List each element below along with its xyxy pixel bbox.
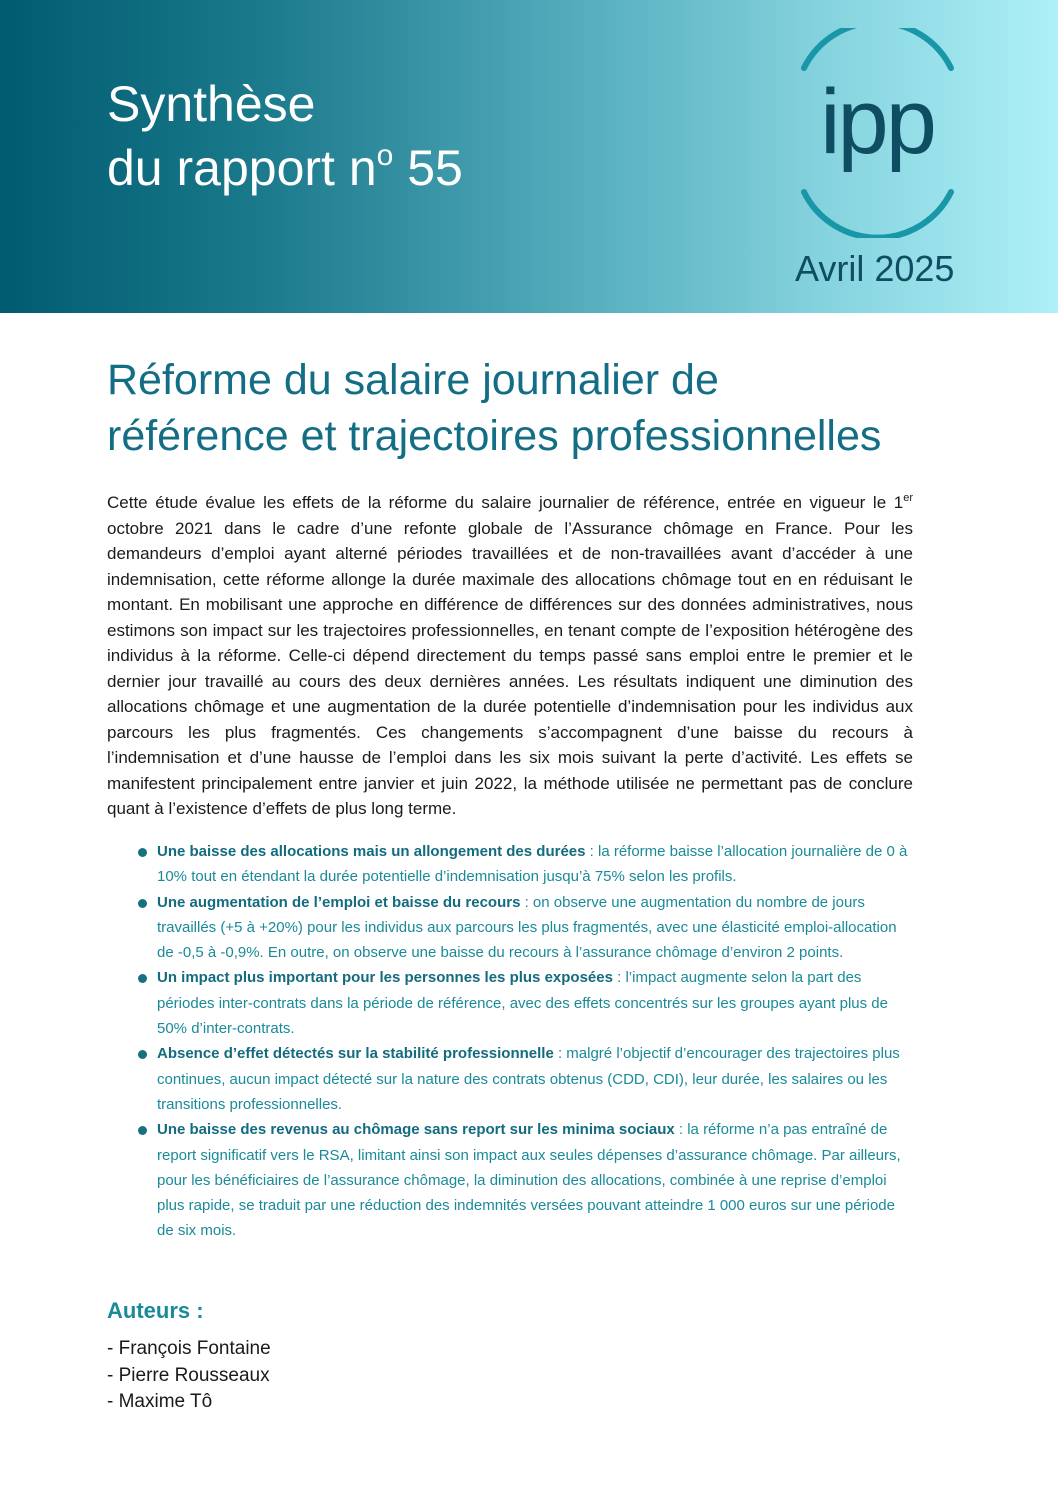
publication-date: Avril 2025	[795, 248, 955, 289]
report-title	[107, 72, 463, 200]
author-name: - François Fontaine	[107, 1338, 271, 1359]
bullet-icon	[138, 974, 147, 983]
main-title-line1: Réforme du salaire journalier de	[107, 356, 719, 404]
abstract-paragraph: Cette étude évalue les effets de la réforme du salaire journalier de référence, entrée en vigueur le 1er octobre 2021 dans le cadre d’une refonte globale de l’Assurance chômage en France. Pour les demandeurs d’emploi ayant alterné périodes travaillées et de non-travaillées avant d’accéder à une indemnisation, cette réforme allonge la durée maximale des allocations chômage tout en en réduisant le montant. En mobilisant une approche en différence de différences sur des données administratives, nous estimons son impact sur les trajectoires professionnelles, en tenant compte de l’exposition hétérogène des individus à la réforme. Celle-ci dépend directement du temps passé sans emploi entre le premier et le dernier jour travaillé au cours des deux dernières années. Les résultats indiquent une diminution des allocations chômage et une augmentation de la durée potentielle d’indemnisation pour les individus aux parcours les plus fragmentés. Ces changements s’accompagnent d’une baisse du recours à l’indemnisation et d’une hausse de l’emploi dans les six mois suivant la perte d’activité. Les effets se manifestent principalement entre janvier et juin 2022, la méthode utilisée ne permettant pas de conclure quant à l’existence d’effets de plus long terme.	[107, 492, 913, 818]
author-name: - Maxime Tô	[107, 1391, 213, 1412]
key-finding-item: Absence d’effet détectés sur la stabilité professionnelle : malgré l’objectif d’encourager des trajectoires plus continues, aucun impact détecté sur la nature des contrats obtenus (CDD, CDI), leur durée, les salaires ou les transitions professionnelles.	[138, 1041, 914, 1117]
authors-heading: Auteurs :	[107, 1298, 204, 1323]
main-title	[107, 352, 967, 464]
report-title-line1: Synthèse	[107, 76, 316, 132]
report-title-line2: du rapport $n^o$ 55	[107, 139, 463, 196]
bullet-icon	[138, 848, 147, 857]
key-finding-item: Une baisse des revenus au chômage sans report sur les minima sociaux : la réforme n’a pas entraîné de report significatif vers le RSA, limitant ainsi son impact aux seules dépenses d’assurance chômage. Par ailleurs, pour les bénéficiaires de l’assurance chômage, la diminution des allocations, combinée à une reprise d’emploi plus rapide, se traduit par une réduction des indemnités versées pouvant atteindre 1 000 euros sur une période de six mois.	[138, 1117, 914, 1243]
bullet-icon	[138, 899, 147, 908]
author-name: - Pierre Rousseaux	[107, 1364, 270, 1386]
key-finding-item: Une baisse des allocations mais un allongement des durées : la réforme baisse l’allocation journalière de 0 à 10% tout en étendant la durée potentielle d’indemnisation jusqu’à 75% selon les profils.	[138, 839, 914, 890]
main-title-line2: référence et trajectoires professionnelles	[107, 412, 882, 460]
header-banner	[0, 0, 1058, 313]
bullet-icon	[138, 1050, 147, 1059]
logo-top-arc	[804, 28, 951, 68]
ipp-logo	[790, 28, 965, 238]
key-findings-list	[138, 839, 914, 1244]
key-finding-item: Une augmentation de l’emploi et baisse du recours : on observe une augmentation du nombre de jours travaillés (+5 à +20%) pour les individus aux parcours les plus fragmentés, avec une élasticité emploi-allocation de -0,5 à -0,9%. En outre, on observe une baisse du recours à l’assurance chômage d’environ 2 points.	[138, 890, 914, 966]
bullet-icon	[138, 1126, 147, 1135]
logo-text: ipp	[820, 71, 934, 173]
key-finding-item: Un impact plus important pour les personnes les plus exposées : l’impact augmente selon la part des périodes inter-contrats dans la période de référence, avec des effets concentrés sur les groupes ayant plus de 50% d’inter-contrats.	[138, 965, 914, 1041]
authors-list	[107, 1336, 271, 1416]
logo-bottom-arc	[804, 192, 951, 238]
